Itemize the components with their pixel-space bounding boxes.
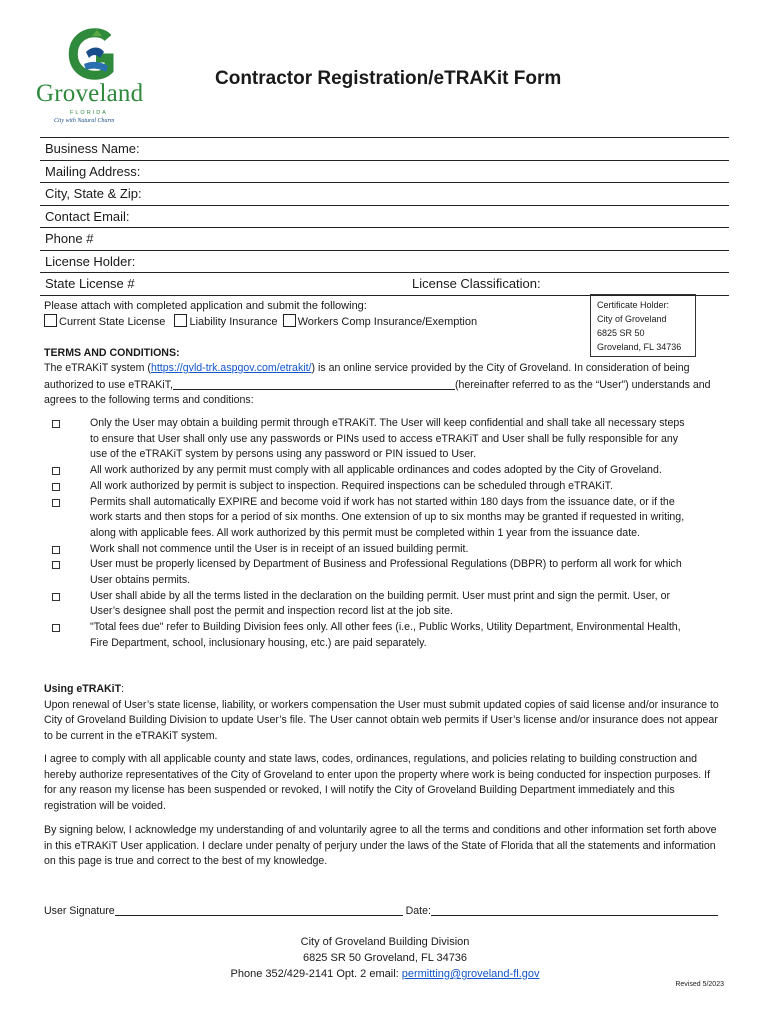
signing-paragraph: By signing below, I acknowledge my understanding of and voluntarily agree to all the terms and conditions and other information set forth above in this eTRAKiT User application. I declare under penalty of perjury under the laws of the State of Florida that all the statements and information on this page is true and correct to the best of my knowledge. bbox=[44, 824, 717, 868]
bullet-box-icon bbox=[52, 561, 60, 569]
bullet-box-icon bbox=[52, 483, 60, 491]
date-field[interactable] bbox=[431, 903, 718, 916]
terms-intro-a: The eTRAKiT system ( bbox=[44, 362, 151, 374]
user-name-blank[interactable] bbox=[173, 377, 455, 390]
etrakit-link[interactable]: https://gvld-trk.aspgov.com/etrakit/ bbox=[150, 362, 312, 374]
list-item bbox=[44, 416, 694, 463]
license-classification-label: License Classification: bbox=[412, 276, 541, 291]
terms-intro bbox=[44, 361, 724, 409]
list-item bbox=[44, 620, 694, 651]
revised-date: Revised 5/2023 bbox=[675, 981, 724, 988]
list-item bbox=[44, 479, 694, 495]
terms-list bbox=[44, 416, 694, 652]
footer-phone: Phone 352/429-2141 Opt. 2 email: bbox=[230, 968, 402, 980]
logo-tagline: City with Natural Charm bbox=[54, 118, 115, 124]
bullet-box-icon bbox=[52, 593, 60, 601]
workers-comp-checkbox[interactable] bbox=[283, 314, 296, 327]
workers-comp-label: Workers Comp Insurance/Exemption bbox=[297, 316, 478, 328]
certificate-holder-line3: Groveland, FL 34736 bbox=[597, 342, 682, 352]
current-state-license-label: Current State License bbox=[59, 316, 166, 328]
contact-email-label: Contact Email: bbox=[45, 208, 130, 224]
using-etrakit-heading: Using eTRAKiT bbox=[44, 683, 122, 695]
phone-field[interactable] bbox=[40, 228, 729, 251]
certificate-holder-line2: 6825 SR 50 bbox=[597, 328, 645, 338]
signature-row bbox=[44, 903, 724, 920]
business-name-field[interactable] bbox=[40, 138, 729, 161]
terms-intro-c: (hereinafter referred to as the “User”) understands and agrees to the following terms and conditions: bbox=[44, 378, 711, 407]
email-link[interactable]: permitting@groveland-fl.gov bbox=[401, 968, 540, 980]
city-state-zip-label: City, State & Zip: bbox=[45, 186, 142, 201]
footer-line1: City of Groveland Building Division bbox=[300, 936, 470, 948]
groveland-logo bbox=[30, 28, 160, 128]
term-text: Permits shall automatically EXPIRE and become void if work has not started within 180 days from the issuance date, or if the work starts and then stops for a period of six months. One extension of up to six months may be granted if requested in writing, along with applicable fees. All work authorized by this permit must be completed within 1 year from the issuance date. bbox=[90, 495, 685, 539]
term-text: Work shall not commence until the User is in receipt of an issued building permit. bbox=[90, 542, 469, 555]
business-name-label: Business Name: bbox=[45, 141, 140, 156]
bullet-box-icon bbox=[52, 420, 60, 428]
logo-state: FLORIDA bbox=[70, 110, 108, 116]
groveland-g-icon bbox=[64, 28, 124, 84]
using-etrakit-text: Upon renewal of User’s state license, liability, or workers compensation the User must submit updated copies of said license and/or insurance to City of Groveland Building Division to update User’s file. The User cannot obtain web permits if User’s license and/or insurance does not appear to be current in the eTRAKiT system. bbox=[44, 698, 719, 743]
date-label: Date: bbox=[405, 905, 431, 917]
contractor-info-form bbox=[40, 137, 729, 296]
term-text: Only the User may obtain a building permit through eTRAKiT. The User will keep confidential and shall take all necessary steps to ensure that User shall only use any passwords or PINs used to access eTRAKiT and User shall be fully responsible for any use of the eTRAKiT system by persons using any password or PIN issued to User. bbox=[90, 417, 685, 461]
current-state-license-checkbox[interactable] bbox=[44, 314, 57, 327]
user-signature-field[interactable] bbox=[115, 903, 403, 916]
state-license-label: State License # bbox=[45, 276, 135, 291]
city-state-zip-field[interactable] bbox=[40, 183, 729, 206]
list-item bbox=[44, 495, 694, 542]
bullet-box-icon bbox=[52, 546, 60, 554]
terms-intro-b: ) is an online service provided by the City of Groveland. In consideration of being authorized to use eTRAKiT, bbox=[44, 362, 690, 391]
liability-insurance-label: Liability Insurance bbox=[189, 316, 278, 328]
bullet-box-icon bbox=[52, 624, 60, 632]
liability-insurance-checkbox[interactable] bbox=[174, 314, 187, 327]
certificate-holder-label: Certificate Holder: bbox=[597, 300, 670, 310]
terms-heading: TERMS AND CONDITIONS: bbox=[44, 347, 180, 359]
bullet-box-icon bbox=[52, 499, 60, 507]
bullet-box-icon bbox=[52, 467, 60, 475]
term-text: User must be properly licensed by Department of Business and Professional Regulations (DBPR) to perform all work for which User obtains permits. bbox=[90, 558, 682, 587]
certificate-holder-line1: City of Groveland bbox=[597, 314, 667, 324]
term-text: All work authorized by permit is subject to inspection. Required inspections can be scheduled through eTRAKiT. bbox=[90, 479, 613, 492]
user-signature-label: User Signature bbox=[44, 905, 115, 917]
list-item bbox=[44, 557, 694, 588]
logo-wordmark: Groveland bbox=[36, 80, 144, 107]
page-title: Contractor Registration/eTRAKit Form bbox=[215, 68, 562, 89]
list-item bbox=[44, 589, 694, 620]
list-item bbox=[44, 463, 694, 479]
attachments-section bbox=[44, 298, 477, 330]
license-holder-label: License Holder: bbox=[45, 253, 136, 269]
term-text: All work authorized by any permit must comply with all applicable ordinances and codes adopted by the City of Groveland. bbox=[90, 464, 662, 477]
footer bbox=[0, 934, 770, 982]
term-text: "Total fees due" refer to Building Division fees only. All other fees (i.e., Public Works, Utility Department, Environmental Health, Fire Department, school, inclusionary housing, etc.) are paid separately. bbox=[90, 621, 681, 649]
contact-email-field[interactable] bbox=[40, 206, 729, 229]
attach-instruction: Please attach with completed application and submit the following: bbox=[44, 300, 367, 312]
term-text: User shall abide by all the terms listed in the declaration on the building permit. User must print and sign the permit. User, or User’s designee shall post the permit and inspection record list at the job site. bbox=[90, 589, 670, 618]
license-holder-field[interactable] bbox=[40, 251, 729, 274]
mailing-address-field[interactable] bbox=[40, 161, 729, 184]
mailing-address-label: Mailing Address: bbox=[45, 163, 141, 179]
phone-label: Phone # bbox=[45, 231, 94, 246]
list-item bbox=[44, 542, 694, 558]
state-license-field[interactable] bbox=[40, 273, 729, 296]
agree-paragraph: I agree to comply with all applicable county and state laws, codes, ordinances, regulations, and policies relating to building construction and hereby authorize representatives of the City of Groveland to enter upon the property where work is being conducted for inspection purposes. If for any reason my license has been suspended or revoked, I will notify the City of Groveland Building Department immediately and this registration will be voided. bbox=[44, 753, 711, 813]
using-etrakit-colon: : bbox=[121, 683, 125, 695]
footer-line2: 6825 SR 50 Groveland, FL 34736 bbox=[302, 952, 468, 964]
using-etrakit-section bbox=[44, 682, 724, 745]
